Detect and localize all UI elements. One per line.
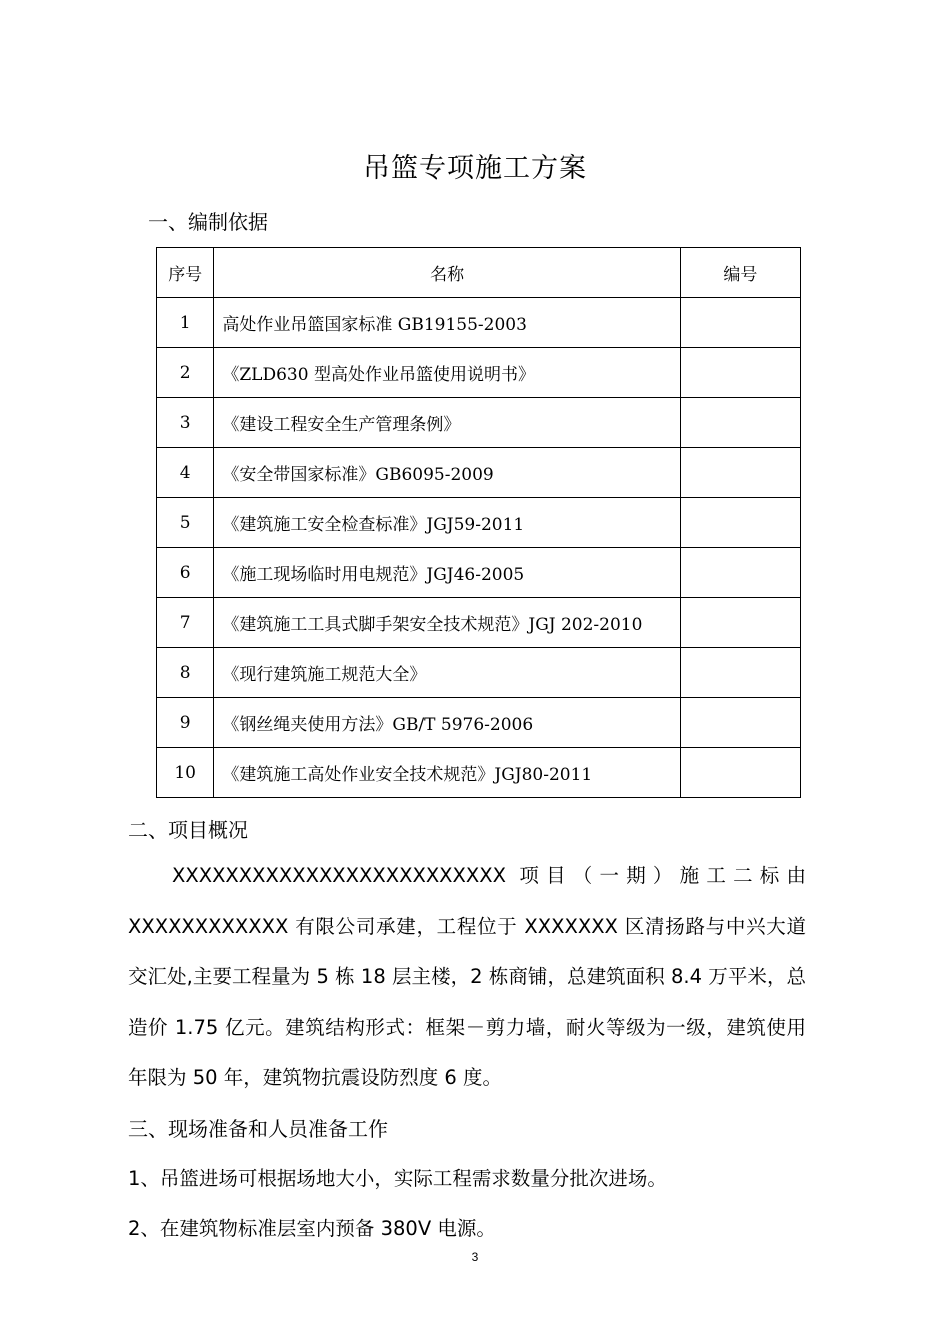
document-title: 吊篮专项施工方案	[363, 153, 587, 184]
row-number: 6	[157, 548, 214, 598]
row-name: 《现行建筑施工规范大全》	[214, 648, 680, 698]
table-row	[157, 498, 801, 548]
prep-item-2: 2、在建筑物标准层室内预备 380V 电源。	[128, 1217, 496, 1240]
table-row	[157, 598, 801, 648]
section1-heading: 一、编制依据	[148, 210, 268, 234]
row-name: 《施工现场临时用电规范》JGJ46-2005	[214, 548, 680, 598]
table-row	[157, 348, 801, 398]
table-row	[157, 298, 801, 348]
row-code	[680, 748, 800, 798]
row-code	[680, 398, 800, 448]
row-name: 《建设工程安全生产管理条例》	[214, 398, 680, 448]
row-name: 《ZLD630 型高处作业吊篮使用说明书》	[214, 348, 680, 398]
overview-text: XXXXXXXXXXXXXXXXXXXXXXXXX 项目（一期）施工二标由 XXXXXXXXXXXX 有限公司承建，工程位于 XXXXXXX 区清扬路与中兴大道交汇处,主要工程量为 5 栋 18 层主楼，2 栋商铺，总建筑面积 8.4 万平米，总造价 1.75 亿元。建筑结构形式：框架－剪力墙，耐火等级为一级，建筑使用年限为 50 年，建筑物抗震设防烈度 6 度。	[128, 864, 806, 1089]
row-number: 2	[157, 348, 214, 398]
row-code	[680, 298, 800, 348]
table-row	[157, 548, 801, 598]
row-code	[680, 598, 800, 648]
table-header-row	[157, 248, 801, 298]
row-number: 5	[157, 498, 214, 548]
header-code: 编号	[680, 248, 800, 298]
table-row	[157, 698, 801, 748]
row-number: 10	[157, 748, 214, 798]
row-name: 《建筑施工高处作业安全技术规范》JGJ80-2011	[214, 748, 680, 798]
header-no: 序号	[157, 248, 214, 298]
row-code	[680, 498, 800, 548]
row-number: 9	[157, 698, 214, 748]
table-row	[157, 648, 801, 698]
row-name: 《安全带国家标准》GB6095-2009	[214, 448, 680, 498]
row-name: 《建筑施工工具式脚手架安全技术规范》JGJ 202-2010	[214, 598, 680, 648]
table-row	[157, 748, 801, 798]
basis-table	[156, 247, 801, 798]
prep-item-1: 1、吊篮进场可根据场地大小，实际工程需求数量分批次进场。	[128, 1167, 667, 1190]
row-number: 3	[157, 398, 214, 448]
row-code	[680, 698, 800, 748]
row-number: 1	[157, 298, 214, 348]
row-number: 4	[157, 448, 214, 498]
row-code	[680, 648, 800, 698]
table-row	[157, 448, 801, 498]
row-code	[680, 548, 800, 598]
row-number: 7	[157, 598, 214, 648]
row-name: 高处作业吊篮国家标准 GB19155-2003	[214, 298, 680, 348]
row-name: 《钢丝绳夹使用方法》GB/T 5976-2006	[214, 698, 680, 748]
row-code	[680, 448, 800, 498]
row-name: 《建筑施工安全检查标准》JGJ59-2011	[214, 498, 680, 548]
section2-heading: 二、项目概况	[128, 818, 248, 842]
section3-heading: 三、现场准备和人员准备工作	[128, 1117, 388, 1141]
project-overview-paragraph	[128, 851, 806, 1104]
header-name: 名称	[214, 248, 680, 298]
table-row	[157, 398, 801, 448]
page-number: 3	[471, 1250, 479, 1264]
row-number: 8	[157, 648, 214, 698]
row-code	[680, 348, 800, 398]
